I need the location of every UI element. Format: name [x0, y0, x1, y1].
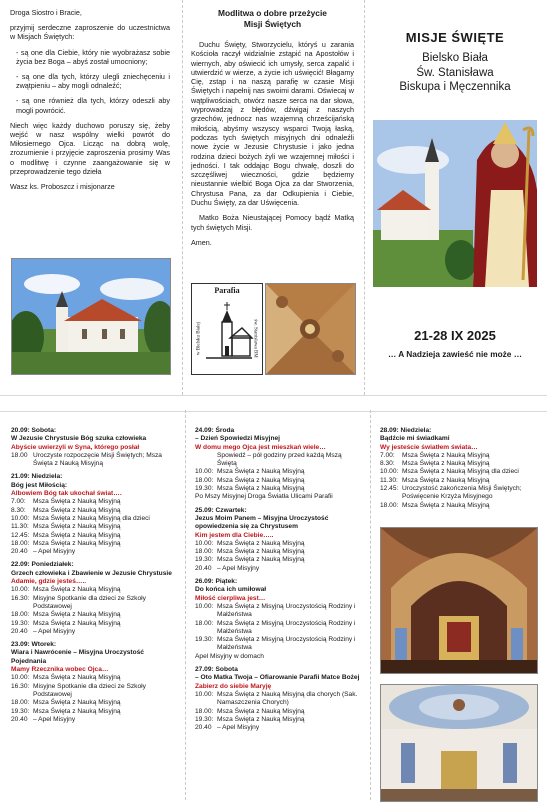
invitation-bullet: - są one również dla tych, którzy odeszli aby mogli powrócić. — [16, 96, 170, 115]
event-description: – Apel Misyjny — [33, 548, 76, 556]
event-time: 18.00: — [195, 548, 214, 556]
leaflet-inside — [0, 410, 547, 800]
schedule-column — [380, 422, 538, 510]
event-time: 12.45: — [380, 485, 399, 493]
schedule-event — [11, 699, 174, 707]
day-theme: Bóg jest Miłością: — [11, 481, 68, 489]
cover-line: Św. Stanisława — [416, 66, 494, 79]
event-time: 10.00: — [11, 586, 30, 594]
event-time — [195, 452, 217, 469]
event-description: Msza Święta z Nauką Misyjną dla dzieci — [33, 514, 150, 522]
event-description: Msza Święta z Nauką Misyjną — [33, 498, 121, 506]
event-time: 10.00: — [11, 674, 30, 682]
event-description: Msza Święta z Nauką Misyjną — [33, 707, 121, 715]
cover-panel — [369, 8, 541, 359]
event-time: 19.30: — [195, 636, 214, 644]
day-theme: Bądźcie mi świadkami — [380, 435, 450, 443]
event-time: 19.30: — [11, 707, 30, 715]
schedule-day — [195, 578, 361, 661]
event-description: Misyjne Spotkanie dla dzieci ze Szkoły Podstawowej — [33, 682, 146, 698]
schedule-event — [11, 548, 174, 556]
event-time: 11.30: — [11, 523, 29, 531]
schedule-event — [380, 477, 538, 485]
schedule-event — [11, 611, 174, 619]
day-theme: Grzech człowieka i Zbawienie w Jezusie Chrystusie — [11, 569, 172, 577]
event-description: Msza Święta z Nauką Misyjną — [402, 460, 490, 468]
event-time: 18.00 — [11, 451, 28, 459]
event-time: 19.30: — [11, 619, 30, 627]
schedule-day — [11, 641, 174, 724]
schedule-event — [380, 452, 538, 460]
mission-dates: 21-28 IX 2025 — [414, 328, 496, 343]
stamp-left-text: w Bielsku Białej — [196, 321, 202, 356]
day-motto: W domu mego Ojca jest mieszkań wiele… — [195, 443, 326, 451]
event-description: Msza Święta z Nauką Misyjną — [217, 715, 305, 723]
day-theme: Do końca ich umiłował — [195, 586, 267, 594]
schedule-event — [380, 468, 538, 476]
schedule-event — [11, 586, 174, 594]
event-description: Msza Święta z Nauką Misyjną dla chorych (Sak. Namaszczenia Chorych) — [217, 690, 358, 707]
day-heading: 28.09: Niedziela: — [380, 427, 432, 434]
event-description: Msza Święta z Nauką Misyjną — [402, 451, 490, 459]
cover-collage-photo — [373, 120, 537, 287]
schedule-event — [195, 691, 361, 708]
schedule-day — [11, 473, 174, 556]
cover-title: MISJE ŚWIĘTE — [405, 30, 505, 45]
schedule-event — [11, 532, 174, 540]
fold-line — [185, 410, 186, 800]
event-time: 16.30: — [11, 682, 30, 690]
invitation-bullet: - są one dla tych, którzy ulegli zniechęceniu i zwątpieniu – aby mogli odnaleźć; — [16, 72, 170, 91]
stamp-right-text: św. Stanisława BM — [252, 319, 258, 358]
event-time: 10.00: — [195, 468, 214, 476]
ceiling-photo — [265, 283, 356, 375]
schedule-event — [195, 620, 361, 637]
event-time: 10.00: — [195, 690, 214, 698]
event-description: – Apel Misyjny — [217, 724, 260, 732]
fold-line — [370, 410, 371, 800]
event-time: 18.00: — [195, 707, 214, 715]
day-theme: – Oto Matka Twoja – Ofiarowanie Parafii Matce Bożej — [195, 674, 360, 682]
mission-motto: … A Nadzieja zawieść nie może … — [387, 349, 523, 359]
day-heading: 22.09: Poniedziałek: — [11, 561, 74, 569]
schedule-event — [195, 477, 361, 485]
schedule-event — [11, 620, 174, 628]
event-description: Msza Święta z Nauką Misyjną — [33, 539, 121, 547]
schedule-day — [11, 427, 174, 468]
event-description: Msza Święta z Nauką Misyjną — [217, 539, 305, 547]
event-time: 7.00: — [380, 451, 395, 459]
schedule-event — [11, 708, 174, 716]
day-note: Apel Misyjny w domach — [195, 652, 264, 660]
event-time: 20.40 — [11, 627, 28, 635]
schedule-day — [11, 561, 174, 636]
event-time: 11.30: — [380, 476, 398, 484]
event-time: 19.30: — [195, 715, 214, 723]
event-time: 19.30: — [195, 485, 214, 493]
day-motto: Albowiem Bóg tak ukochał świat…. — [11, 490, 122, 498]
schedule-event — [195, 708, 361, 716]
event-description: Msza Święta z Nauką Misyjną — [33, 586, 121, 594]
prayer-panel — [191, 8, 354, 247]
greeting: Droga Siostro i Bracie, — [10, 8, 82, 17]
day-heading: 23.09: Wtorek: — [11, 641, 57, 649]
event-description: – Apel Misyjny — [217, 564, 260, 572]
event-time: 19.30: — [195, 556, 214, 564]
event-description: Uroczyste rozpoczęcie Misji Świętych; Msza Święta z Nauką Misyjną — [33, 451, 162, 468]
event-description: Msza Święta z Nauką Misyjną — [217, 707, 305, 715]
day-motto: Kim jestem dla Ciebie….. — [195, 531, 274, 539]
leaflet-outside — [0, 0, 547, 395]
event-time: 16.30: — [11, 594, 30, 602]
prayer-heading — [191, 8, 354, 30]
schedule-event — [380, 502, 538, 510]
event-time: 18.00: — [380, 501, 399, 509]
event-description: Msza Święta z Nauką Misyjną — [217, 485, 305, 493]
event-time: 20.40 — [195, 564, 212, 572]
prayer-text: Duchu Święty, Stworzycielu, któryś u zarania Kościoła raczył widzialnie zstąpić na Apostołów i wiernych, aby oświecić ich umysły, serca zapalić i utwierdzić w wierze, a życie ich uświęcić! Błagamy Cię, zstąp i na naszą parafię w czasie Misji Świętych i napełnij nas swoimi darami. Oświecaj w wątpliwościach, otwórz nasze serca na dar słowa, wyprowadzaj z błędów, dźwigaj z naszych grzechów, jednocz nas wzajemną chrześcijańską miłością, abyśmy wszyscy wsparci Twoją łaską, podczas tych świętych misyjnych dni odnaleźli nowe życie w Jezusie Chrystusie i jako jedna rodzina dzieci bożych żyli we wzajemnej miłości i jedności. I tak oddając Bogu chwałę, doszli do szczęśliwej wieczności, gdzie będziemy nieustannie wielbić Boga Ojca za dar Stworzenia, Chrystusa Pana, za dar Odkupienia i Ciebie, Duchu Święty, za dar Uświęcenia. — [191, 40, 354, 208]
event-description: Uroczystość zakończenia Misji Świętych; Poświęcenie Krzyża Misyjnego — [402, 485, 522, 501]
event-time: 7.00: — [11, 498, 26, 506]
day-theme: Wiara i Nawrócenie – Misyjna Uroczystość Pojednania — [11, 649, 144, 665]
schedule-day — [195, 666, 361, 732]
schedule-day — [195, 427, 361, 502]
schedule-event — [195, 603, 361, 620]
day-heading: 25.09: Czwartek: — [195, 506, 247, 514]
cover-line: Bielsko Biała — [422, 52, 488, 64]
event-description: Msza Święta z Nauką Misyjną — [33, 699, 121, 707]
event-description: Msza Święta z Nauką Misyjną — [33, 506, 121, 514]
schedule-event — [11, 595, 174, 612]
intro-text: przyjmij serdeczne zaproszenie do uczestnictwa w Misjach Świętych: — [10, 23, 170, 42]
day-motto: Mamy Rzecznika wobec Ojca… — [11, 666, 109, 674]
event-description: Msza Święta z Misyjną Uroczystością Rodziny i Małżeństwa — [217, 602, 356, 619]
event-time: 10.00: — [195, 539, 214, 547]
schedule-column — [11, 422, 174, 724]
fold-line — [364, 0, 365, 395]
day-heading: 24.09: Środa — [195, 427, 235, 434]
day-motto: Zabierz do siebie Maryję — [195, 682, 272, 690]
day-heading: 21.09: Niedziela: — [11, 473, 63, 481]
event-time: 18.00: — [11, 539, 30, 547]
day-theme: W Jezusie Chrystusie Bóg szuka człowieka — [11, 435, 147, 443]
day-motto: Adamie, gdzie jesteś….. — [11, 578, 87, 586]
prayer-heading-line: Modlitwa o dobre przeżycie — [218, 8, 327, 18]
schedule-event — [195, 636, 361, 653]
event-time: 8.30: — [11, 506, 26, 514]
schedule-event — [195, 565, 361, 573]
schedule-event — [195, 716, 361, 724]
event-time: 18.00: — [195, 619, 214, 627]
event-description: Msza Święta z Nauką Misyjną — [402, 501, 490, 509]
event-description: Msza Święta z Nauką Misyjną — [33, 531, 121, 539]
day-motto: Miłość cierpliwa jest… — [195, 594, 266, 602]
schedule-event — [195, 468, 361, 476]
day-motto: Wy jesteście światłem świata… — [380, 443, 478, 451]
schedule-event — [11, 683, 174, 700]
event-description: Msza Święta z Nauką Misyjną dla dzieci — [402, 468, 519, 476]
event-time: 12.45: — [11, 531, 30, 539]
event-description: Spowiedź – pół godziny przed każdą Mszą Świętą — [217, 451, 342, 468]
event-description: Msza Święta z Nauką Misyjną — [33, 619, 121, 627]
schedule-event — [11, 498, 174, 506]
schedule-event — [195, 724, 361, 732]
fold-line — [182, 0, 183, 395]
event-description: Msza Święta z Nauką Misyjną — [217, 476, 305, 484]
cover-subtitle — [369, 51, 541, 95]
event-description: Msza Święta z Nauką Misyjną — [217, 468, 305, 476]
schedule-event — [11, 523, 174, 531]
schedule-day — [195, 507, 361, 573]
event-description: Msza Święta z Nauką Misyjną — [217, 548, 305, 556]
schedule-event — [195, 540, 361, 548]
church-drawing — [192, 284, 262, 374]
event-time: 20.40 — [11, 548, 28, 556]
cover-line: Biskupa i Męczennika — [399, 81, 511, 93]
day-theme: Jezus Moim Panem – Misyjna Uroczystość opowiedzenia się za Chrystusem — [195, 514, 329, 531]
event-time: 18.00: — [195, 476, 214, 484]
day-heading: 27.09: Sobota — [195, 666, 238, 674]
event-time: 10.00: — [380, 468, 399, 476]
ceiling-painting-photo — [380, 684, 538, 802]
invitation-letter — [10, 8, 170, 197]
schedule-event — [11, 452, 174, 469]
schedule-event — [11, 628, 174, 636]
event-description: Msza Święta z Misyjną Uroczystością Rodziny i Małżeństwa — [217, 636, 356, 652]
event-description: Msza Święta z Nauką Misyjną — [402, 476, 490, 484]
schedule-day — [380, 427, 538, 510]
event-time: 18.00: — [11, 611, 30, 619]
event-description: – Apel Misyjny — [33, 715, 76, 723]
day-heading: 20.09: Sobota: — [11, 427, 57, 434]
event-description: Msza Święta z Nauką Misyjną — [217, 556, 305, 564]
invitation-body: Niech więc każdy duchowo poruszy się, żeby wejść w nasz wspólny wielki powrót do Miłosiernego Ojca. Licząc na dobrą wolę, zrozumienie i przyjęcie zaproszenia prosimy Was o modlitwę i czynne zaangażowanie się w przeprowadzenie tego dzieła — [10, 120, 170, 176]
event-time: 20.40 — [195, 724, 212, 732]
event-description: Msza Święta z Nauką Misyjną — [33, 523, 121, 531]
prayer-heading-line: Misji Świętych — [243, 19, 302, 29]
schedule-event — [11, 540, 174, 548]
event-time: 18.00: — [11, 699, 30, 707]
day-motto: Abyście uwierzyli w Syna, którego posłał — [11, 443, 140, 451]
amen: Amen. — [191, 237, 212, 247]
church-photo — [11, 258, 171, 375]
event-description: Msza Święta z Misyjną Uroczystością Rodziny i Małżeństwa — [217, 619, 356, 635]
schedule-event — [11, 507, 174, 515]
event-description: Msza Święta z Nauką Misyjną — [33, 674, 121, 682]
event-time: 8.30: — [380, 460, 395, 468]
day-note: Po Mszy Misyjnej Droga Światła Ulicami Parafii — [195, 493, 333, 501]
event-time: 10.00: — [11, 514, 30, 522]
event-description: – Apel Misyjny — [33, 627, 76, 635]
schedule-event — [195, 556, 361, 564]
schedule-event — [11, 716, 174, 724]
day-heading: 26.09: Piątek: — [195, 578, 238, 586]
church-interior-photo — [380, 527, 538, 674]
schedule-event — [380, 485, 538, 502]
signature: Wasz ks. Proboszcz i misjonarze — [10, 182, 115, 192]
day-theme: – Dzień Spowiedzi Misyjnej — [195, 435, 281, 443]
schedule-column — [195, 422, 361, 732]
stamp-top-text: Parafia — [214, 286, 240, 295]
event-description: Misyjne Spotkanie dla dzieci ze Szkoły Podstawowej — [33, 594, 146, 610]
parish-stamp — [191, 283, 263, 375]
event-description: Msza Święta z Nauką Misyjną — [33, 611, 121, 619]
schedule-event — [195, 452, 361, 469]
event-time: 10.00: — [195, 602, 214, 610]
event-time: 20.40 — [11, 715, 28, 723]
prayer-text: Matko Boża Nieustającej Pomocy bądź Matką tych świętych Misji. — [191, 213, 354, 232]
invitation-bullet: - są one dla Ciebie, który nie wyobrażasz sobie życia bez Boga – abyś został umocniony; — [16, 47, 170, 66]
schedule-event — [11, 674, 174, 682]
